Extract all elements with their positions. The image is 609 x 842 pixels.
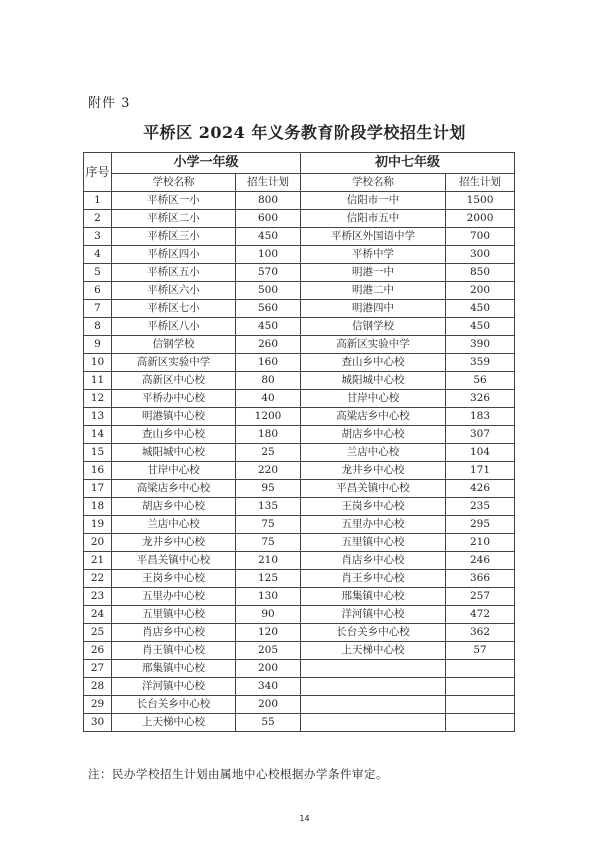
primary-enrollment: 600 [236,210,301,228]
row-number: 28 [84,678,112,696]
primary-enrollment: 120 [236,624,301,642]
middle-enrollment: 300 [446,246,515,264]
middle-school-name: 明港一中 [301,264,446,282]
row-number: 17 [84,480,112,498]
row-number: 14 [84,426,112,444]
middle-school-name: 明港四中 [301,300,446,318]
middle-enrollment: 2000 [446,210,515,228]
primary-school-name: 龙井乡中心校 [112,534,236,552]
enrollment-plan-table [83,152,515,732]
table-row [84,408,515,426]
middle-school-name: 长台关乡中心校 [301,624,446,642]
middle-school-name: 王岗乡中心校 [301,498,446,516]
primary-school-name: 平桥区一小 [112,192,236,210]
footnote: 注：民办学校招生计划由属地中心校根据办学条件审定。 [88,767,388,781]
primary-school-name: 高新区中心校 [112,372,236,390]
middle-school-name [301,714,446,732]
primary-enrollment: 125 [236,570,301,588]
middle-school-name: 城阳城中心校 [301,372,446,390]
middle-enrollment: 307 [446,426,515,444]
primary-enrollment: 135 [236,498,301,516]
primary-enrollment: 55 [236,714,301,732]
row-number: 15 [84,444,112,462]
primary-school-name: 平桥区八小 [112,318,236,336]
primary-school-name: 五里镇中心校 [112,606,236,624]
table-row [84,516,515,534]
primary-school-name: 王岗乡中心校 [112,570,236,588]
row-number: 19 [84,516,112,534]
table-row [84,426,515,444]
row-number: 3 [84,228,112,246]
primary-enrollment: 130 [236,588,301,606]
middle-enrollment [446,714,515,732]
middle-school-name: 平昌关镇中心校 [301,480,446,498]
table-sub-header-row [84,174,515,192]
primary-enrollment: 90 [236,606,301,624]
primary-school-name: 兰店中心校 [112,516,236,534]
primary-school-name: 平昌关镇中心校 [112,552,236,570]
primary-enrollment: 25 [236,444,301,462]
middle-school-name: 洋河镇中心校 [301,606,446,624]
table-row [84,192,515,210]
middle-enrollment: 450 [446,300,515,318]
middle-enrollment: 1500 [446,192,515,210]
primary-enrollment: 220 [236,462,301,480]
table-row [84,264,515,282]
row-number: 29 [84,696,112,714]
table-row [84,210,515,228]
middle-enrollment: 472 [446,606,515,624]
table-row [84,498,515,516]
table-row [84,300,515,318]
middle-school-name [301,696,446,714]
table-row [84,336,515,354]
middle-school-name: 上天梯中心校 [301,642,446,660]
middle-school-name: 胡店乡中心校 [301,426,446,444]
middle-enrollment: 366 [446,570,515,588]
primary-enrollment: 200 [236,696,301,714]
primary-enrollment: 180 [236,426,301,444]
middle-enrollment: 700 [446,228,515,246]
primary-school-name: 上天梯中心校 [112,714,236,732]
middle-enrollment: 326 [446,390,515,408]
row-number: 25 [84,624,112,642]
primary-school-name: 平桥区七小 [112,300,236,318]
row-number: 2 [84,210,112,228]
middle-enrollment [446,696,515,714]
primary-school-name: 邢集镇中心校 [112,660,236,678]
row-number: 26 [84,642,112,660]
primary-enrollment-header: 招生计划 [236,174,301,192]
primary-school-name: 平桥区二小 [112,210,236,228]
row-number: 5 [84,264,112,282]
table-row [84,552,515,570]
middle-enrollment: 257 [446,588,515,606]
table-row [84,354,515,372]
middle-school-name [301,660,446,678]
row-number: 24 [84,606,112,624]
table-row [84,462,515,480]
primary-enrollment: 800 [236,192,301,210]
row-number: 9 [84,336,112,354]
primary-school-name: 平桥区六小 [112,282,236,300]
middle-enrollment: 390 [446,336,515,354]
row-number: 1 [84,192,112,210]
middle-enrollment [446,660,515,678]
middle-enrollment-header: 招生计划 [446,174,515,192]
middle-school-name: 明港二中 [301,282,446,300]
middle-school-name: 龙井乡中心校 [301,462,446,480]
table-row [84,372,515,390]
primary-school-name: 明港镇中心校 [112,408,236,426]
primary-enrollment: 95 [236,480,301,498]
primary-school-name-header: 学校名称 [112,174,236,192]
table-row [84,534,515,552]
primary-enrollment: 40 [236,390,301,408]
middle-enrollment: 246 [446,552,515,570]
row-number: 4 [84,246,112,264]
middle-grade-header: 初中七年级 [301,153,515,174]
row-number: 23 [84,588,112,606]
primary-enrollment: 560 [236,300,301,318]
table-row [84,588,515,606]
middle-school-name [301,678,446,696]
table-row [84,624,515,642]
table-row [84,678,515,696]
middle-enrollment: 295 [446,516,515,534]
table-row [84,642,515,660]
primary-enrollment: 1200 [236,408,301,426]
primary-enrollment: 210 [236,552,301,570]
table-row [84,282,515,300]
middle-school-name: 信钢学校 [301,318,446,336]
row-number: 21 [84,552,112,570]
primary-enrollment: 340 [236,678,301,696]
seq-header: 序号 [84,153,112,192]
middle-enrollment: 57 [446,642,515,660]
middle-enrollment: 359 [446,354,515,372]
primary-enrollment: 200 [236,660,301,678]
primary-school-name: 五里办中心校 [112,588,236,606]
middle-school-name-header: 学校名称 [301,174,446,192]
middle-enrollment: 850 [446,264,515,282]
primary-school-name: 肖店乡中心校 [112,624,236,642]
primary-school-name: 平桥办中心校 [112,390,236,408]
table-row [84,660,515,678]
middle-enrollment: 171 [446,462,515,480]
middle-school-name: 五里办中心校 [301,516,446,534]
table-body [84,192,515,732]
primary-school-name: 平桥区四小 [112,246,236,264]
middle-enrollment: 104 [446,444,515,462]
document-title: 平桥区 2024 年义务教育阶段学校招生计划 [143,123,466,142]
primary-enrollment: 80 [236,372,301,390]
row-number: 20 [84,534,112,552]
primary-school-name: 平桥区五小 [112,264,236,282]
primary-school-name: 洋河镇中心校 [112,678,236,696]
primary-school-name: 信钢学校 [112,336,236,354]
primary-enrollment: 75 [236,534,301,552]
primary-enrollment: 75 [236,516,301,534]
middle-enrollment: 56 [446,372,515,390]
middle-school-name: 平桥中学 [301,246,446,264]
table-row [84,246,515,264]
primary-enrollment: 450 [236,318,301,336]
row-number: 7 [84,300,112,318]
attachment-label: 附件 3 [88,96,131,111]
row-number: 22 [84,570,112,588]
middle-school-name: 高梁店乡中心校 [301,408,446,426]
middle-school-name: 查山乡中心校 [301,354,446,372]
middle-school-name: 邢集镇中心校 [301,588,446,606]
table-row [84,444,515,462]
primary-enrollment: 260 [236,336,301,354]
row-number: 11 [84,372,112,390]
middle-enrollment: 183 [446,408,515,426]
page-number: 14 [299,814,310,823]
primary-enrollment: 160 [236,354,301,372]
table-group-header-row [84,153,515,174]
table-row [84,228,515,246]
primary-enrollment: 205 [236,642,301,660]
primary-school-name: 肖王镇中心校 [112,642,236,660]
middle-enrollment [446,678,515,696]
row-number: 16 [84,462,112,480]
table-row [84,714,515,732]
middle-school-name: 高新区实验中学 [301,336,446,354]
middle-school-name: 甘岸中心校 [301,390,446,408]
primary-grade-header: 小学一年级 [112,153,301,174]
primary-school-name: 平桥区三小 [112,228,236,246]
table-row [84,480,515,498]
middle-school-name: 肖王乡中心校 [301,570,446,588]
primary-school-name: 胡店乡中心校 [112,498,236,516]
primary-school-name: 高新区实验中学 [112,354,236,372]
row-number: 12 [84,390,112,408]
middle-school-name: 信阳市一中 [301,192,446,210]
table-row [84,570,515,588]
table-row [84,606,515,624]
row-number: 30 [84,714,112,732]
primary-enrollment: 500 [236,282,301,300]
middle-school-name: 五里镇中心校 [301,534,446,552]
row-number: 27 [84,660,112,678]
middle-enrollment: 450 [446,318,515,336]
primary-school-name: 城阳城中心校 [112,444,236,462]
table-row [84,390,515,408]
primary-school-name: 高梁店乡中心校 [112,480,236,498]
row-number: 10 [84,354,112,372]
row-number: 13 [84,408,112,426]
row-number: 18 [84,498,112,516]
primary-school-name: 长台关乡中心校 [112,696,236,714]
row-number: 6 [84,282,112,300]
middle-school-name: 信阳市五中 [301,210,446,228]
middle-school-name: 兰店中心校 [301,444,446,462]
primary-enrollment: 450 [236,228,301,246]
primary-enrollment: 570 [236,264,301,282]
primary-school-name: 查山乡中心校 [112,426,236,444]
middle-enrollment: 210 [446,534,515,552]
primary-school-name: 甘岸中心校 [112,462,236,480]
middle-school-name: 平桥区外国语中学 [301,228,446,246]
middle-enrollment: 200 [446,282,515,300]
table-row [84,318,515,336]
table-row [84,696,515,714]
middle-enrollment: 235 [446,498,515,516]
middle-enrollment: 362 [446,624,515,642]
middle-enrollment: 426 [446,480,515,498]
row-number: 8 [84,318,112,336]
primary-enrollment: 100 [236,246,301,264]
middle-school-name: 肖店乡中心校 [301,552,446,570]
